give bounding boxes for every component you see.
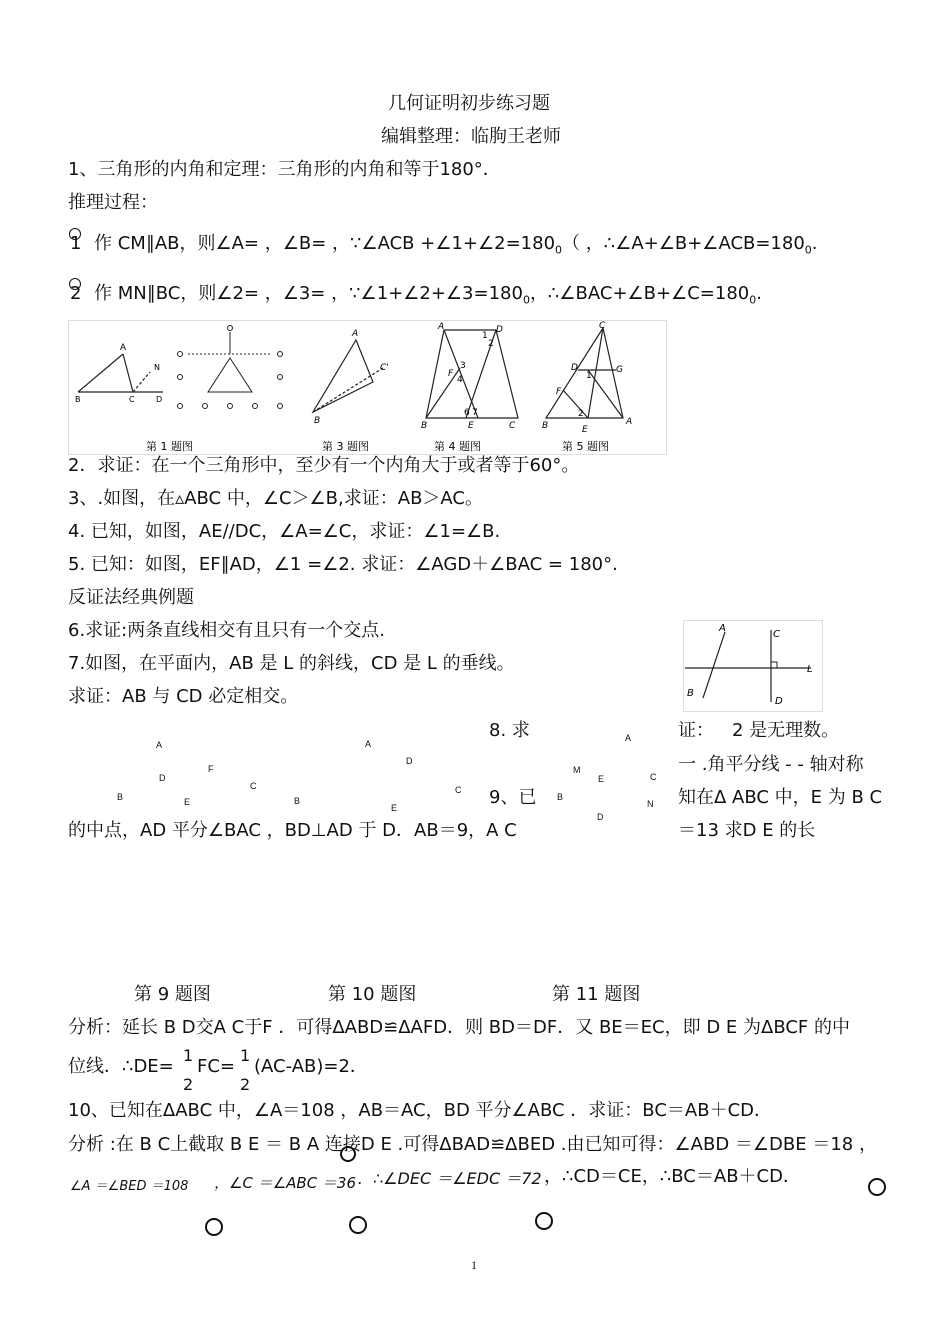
question-5: 5. 已知：如图，EF∥AD，∠1 =∠2. 求证：∠AGD＋∠BAC = 180°. bbox=[68, 554, 618, 575]
f7-label-b: B bbox=[687, 688, 694, 699]
analysis-4a: ∠A ＝∠BED ＝108 bbox=[70, 1179, 189, 1194]
question-6: 6.求证:两条直线相交有且只有一个交点. bbox=[68, 620, 385, 641]
f5-label-1: 1 bbox=[586, 371, 592, 381]
circle-mark-icon bbox=[205, 1218, 223, 1236]
analysis-4c: ．∴∠DEC ＝∠EDC ＝72 bbox=[357, 1169, 542, 1188]
question-9-line2: 的中点，AD 平分∠BAC ，BD⊥AD 于 D．AB＝9，A C bbox=[68, 820, 517, 841]
f4-label-e: E bbox=[468, 421, 474, 431]
f4-label-7: 7 bbox=[472, 408, 478, 418]
f11-label-d: D bbox=[597, 812, 604, 822]
f11-label-n: N bbox=[647, 799, 654, 809]
f5-label-a: A bbox=[626, 417, 633, 427]
f1-label-c: C bbox=[129, 395, 135, 404]
page-title: 几何证明初步练习题 bbox=[388, 93, 550, 114]
circle-mark-icon bbox=[349, 1216, 367, 1234]
f11-label-b: B bbox=[557, 792, 564, 802]
reasoning-label: 推理过程： bbox=[68, 192, 158, 213]
f9-label-d: D bbox=[159, 773, 166, 783]
f1-label-n: N bbox=[154, 363, 160, 372]
f4-label-2: 2 bbox=[488, 339, 494, 349]
f1-label-d: D bbox=[156, 395, 163, 404]
question-1: 1、三角形的内角和定理：三角形的内角和等于180°． bbox=[68, 159, 501, 180]
f10-label-b: B bbox=[294, 796, 301, 806]
question-8-end: 2 是无理数。 bbox=[732, 720, 840, 741]
method-2-sub2: 0 bbox=[749, 293, 757, 307]
question-9-given: 知在Δ ABC 中，E 为 B C bbox=[678, 787, 883, 808]
question-8-start: 8. 求 bbox=[489, 720, 530, 741]
f5-label-c: C bbox=[599, 321, 606, 331]
method-2-body: 作 MN∥BC，则∠2= ，∠3= ，∵∠1+∠2+∠3=180 bbox=[94, 283, 523, 304]
circle-mark-icon bbox=[535, 1212, 553, 1230]
f4-label-3: 3 bbox=[460, 361, 466, 371]
f7-label-a: A bbox=[719, 623, 726, 634]
f4-label-c: C bbox=[509, 421, 516, 431]
f1-label-b: B bbox=[75, 395, 81, 404]
f11-label-e: E bbox=[598, 774, 605, 784]
f4-label-d: D bbox=[496, 325, 503, 335]
method-2-marker-icon bbox=[69, 278, 81, 290]
f5-label-b: B bbox=[542, 421, 549, 431]
f3-label-c: C' bbox=[380, 363, 389, 373]
question-9-start: 9、已 bbox=[489, 787, 537, 808]
question-10: 10、已知在ΔABC 中，∠A＝108 ，AB＝AC，BD 平分∠ABC ．求证：BC＝AB＋CD． bbox=[68, 1100, 773, 1121]
f11-label-m: M bbox=[573, 765, 581, 775]
f9-label-e: E bbox=[184, 797, 191, 807]
method-2-number: 2 bbox=[70, 283, 82, 304]
method-1-text bbox=[94, 233, 818, 262]
f7-label-c: C bbox=[773, 629, 780, 640]
f5-label-e: E bbox=[582, 425, 588, 435]
method-2-sub: 0 bbox=[522, 293, 530, 307]
f4-label-4: 4 bbox=[457, 375, 463, 385]
analysis-2c: (AC-AB)=2． bbox=[254, 1056, 368, 1077]
caption-fig-9: 第 9 题图 bbox=[134, 984, 211, 1005]
f4-label-6: 6 bbox=[464, 408, 470, 418]
f1-label-a: A bbox=[120, 342, 127, 352]
f9-label-c: C bbox=[250, 781, 257, 791]
f9-label-b: B bbox=[117, 792, 124, 802]
method-2-body-b: ，∴∠BAC+∠B+∠C=180 bbox=[529, 283, 750, 304]
f7-label-d: D bbox=[775, 696, 783, 707]
method-1-number: 1 bbox=[70, 233, 82, 254]
f10-label-c: C bbox=[455, 785, 462, 795]
f11-label-c: C bbox=[650, 772, 657, 782]
f10-label-a: A bbox=[365, 739, 372, 749]
fraction-2-numerator: 1 bbox=[240, 1046, 251, 1065]
page-number: 1 bbox=[471, 1258, 477, 1272]
analysis-2a: 位线．∴DE= bbox=[68, 1056, 174, 1077]
f5-label-2: 2 bbox=[578, 409, 584, 419]
method-1-end: . bbox=[811, 233, 818, 254]
f4-label-f: F bbox=[448, 369, 454, 379]
fraction-2-denominator: 2 bbox=[240, 1075, 251, 1094]
f5-label-f: F bbox=[556, 387, 562, 397]
f5-label-g: G bbox=[616, 365, 623, 375]
f10-label-e: E bbox=[391, 803, 398, 813]
f3-label-b: B bbox=[314, 416, 321, 426]
question-7: 7.如图，在平面内，AB 是 L 的斜线，CD 是 L 的垂线。 bbox=[68, 653, 515, 674]
caption-fig-5: 第 5 题图 bbox=[562, 440, 609, 453]
circle-mark-icon bbox=[340, 1146, 356, 1162]
analysis-4b: ，∠C ＝∠ABC ＝36 bbox=[214, 1174, 357, 1192]
figure-2 bbox=[178, 326, 283, 409]
analysis-1: 分析：延长 B D交A C于F ．可得ΔABD≌ΔAFD．则 BD＝DF．又 BE＝EC，即 D E 为ΔBCF 的中 bbox=[68, 1017, 851, 1038]
fraction-1-denominator: 2 bbox=[183, 1075, 194, 1094]
question-2: 2．求证：在一个三角形中，至少有一个内角大于或者等于60°。 bbox=[68, 455, 580, 476]
question-8-prove: 证： bbox=[678, 720, 714, 741]
question-7-prove: 求证：AB 与 CD 必定相交。 bbox=[68, 686, 299, 707]
method-1-marker-icon bbox=[69, 228, 81, 240]
method-1-sub2: 0 bbox=[804, 243, 812, 257]
f4-label-1: 1 bbox=[482, 331, 488, 341]
f9-label-a: A bbox=[156, 740, 163, 750]
figure-strip bbox=[68, 320, 668, 455]
method-2-text bbox=[94, 283, 762, 312]
caption-fig-11: 第 11 题图 bbox=[552, 984, 641, 1005]
caption-fig-1: 第 1 题图 bbox=[146, 440, 193, 453]
figure-7 bbox=[683, 620, 823, 712]
f9-label-f: F bbox=[208, 764, 214, 774]
caption-fig-3: 第 3 题图 bbox=[322, 440, 369, 453]
analysis-3: 分析 :在 B C上截取 B E ＝ B A 连接D E .可得ΔBAD≌ΔBED .由已知可得：∠ABD ＝∠DBE ＝18 ， bbox=[68, 1134, 877, 1155]
method-1-body: 作 CM∥AB，则∠A= ，∠B= ，∵∠ACB +∠1+∠2=180 bbox=[94, 233, 556, 254]
f11-label-a: A bbox=[625, 733, 632, 743]
section-proof-by-contradiction: 反证法经典例题 bbox=[68, 587, 194, 608]
f7-label-l: L bbox=[807, 664, 813, 675]
figure-4 bbox=[426, 330, 518, 418]
circle-mark-icon bbox=[868, 1178, 886, 1196]
f5-label-d: D bbox=[571, 363, 578, 373]
f4-label-a: A bbox=[438, 322, 445, 332]
question-9-line2-end: ＝13 求D E 的长 bbox=[678, 820, 816, 841]
figure-1 bbox=[78, 354, 163, 392]
figure-3 bbox=[313, 340, 383, 412]
method-2-end: . bbox=[756, 283, 762, 304]
f3-label-a: A bbox=[352, 329, 359, 339]
analysis-2b: FC= bbox=[197, 1056, 236, 1077]
caption-fig-10: 第 10 题图 bbox=[328, 984, 417, 1005]
method-1-body-b: （ ，∴∠A+∠B+∠ACB=180 bbox=[562, 233, 805, 254]
analysis-4d: ，∴CD＝CE，∴BC＝AB＋CD． bbox=[544, 1166, 801, 1187]
f10-label-d: D bbox=[406, 756, 413, 766]
caption-fig-4: 第 4 题图 bbox=[434, 440, 481, 453]
question-4: 4. 已知，如图，AE//DC，∠A=∠C，求证：∠1=∠B. bbox=[68, 521, 501, 542]
section-angle-bisector: 一 .角平分线 - - 轴对称 bbox=[678, 754, 864, 775]
f4-label-b: B bbox=[421, 421, 428, 431]
method-1-sub: 0 bbox=[555, 243, 563, 257]
editor-line: 编辑整理：临朐王老师 bbox=[381, 126, 561, 147]
figure-5 bbox=[546, 328, 623, 418]
question-3: 3、.如图，在▵ABC 中，∠C＞∠B,求证：AB＞AC。 bbox=[68, 488, 483, 509]
fraction-1-numerator: 1 bbox=[183, 1046, 194, 1065]
